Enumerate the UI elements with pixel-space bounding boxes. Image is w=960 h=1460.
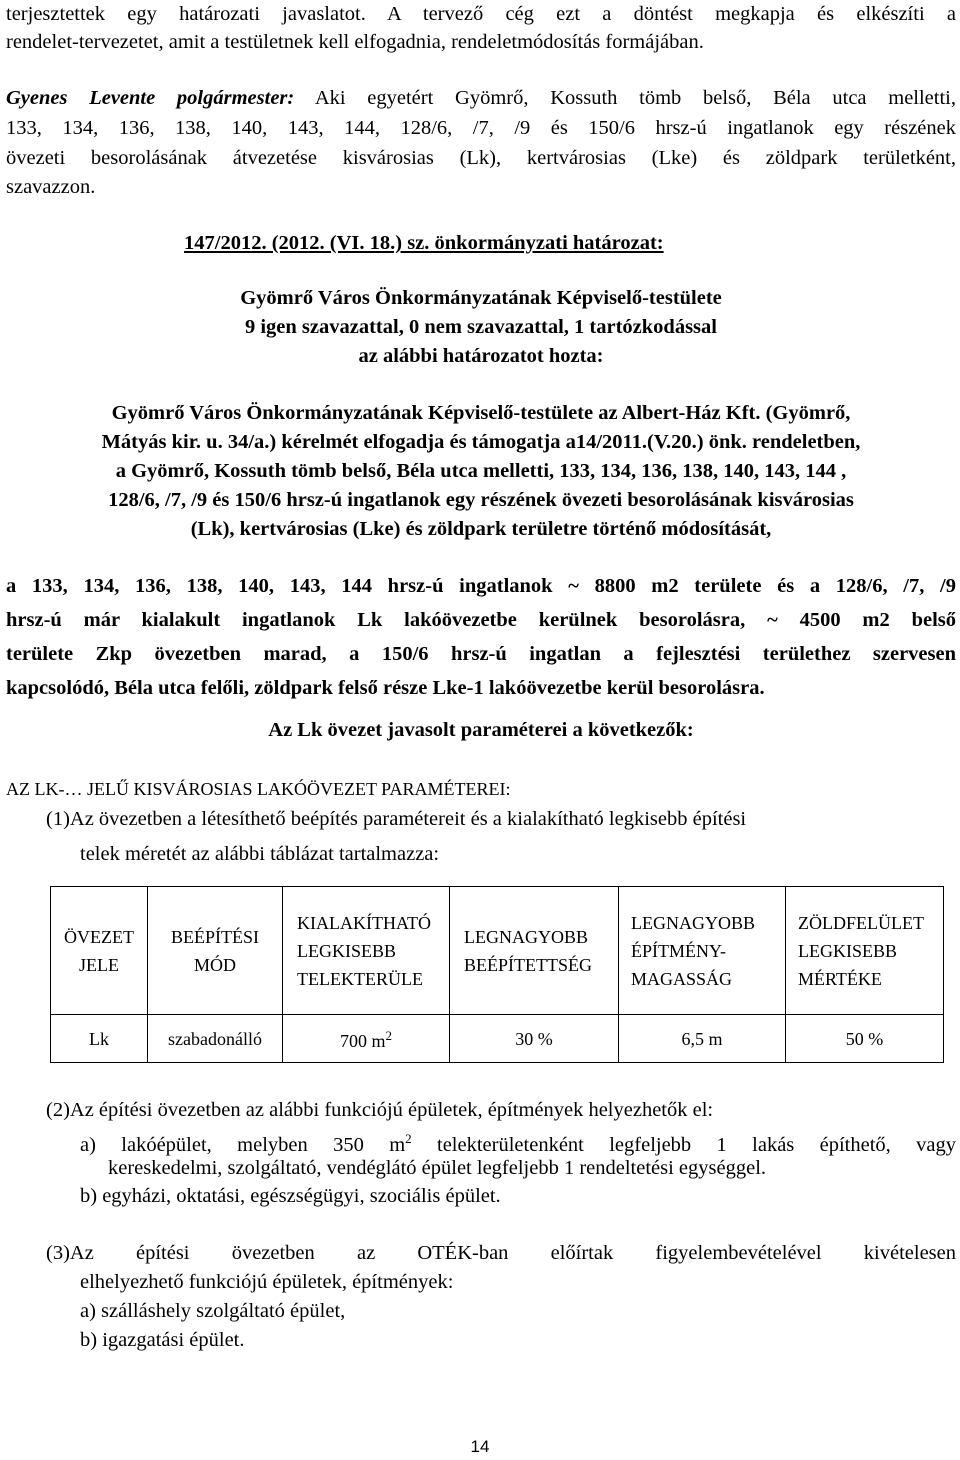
- header-height: LEGNAGYOBB ÉPÍTMÉNY-MAGASSÁG: [619, 887, 786, 1015]
- item-2a-line: kereskedelmi, szolgáltató, vendéglátó épület legfeljebb 1 rendeltetési egységgel.: [108, 1157, 767, 1179]
- plot-unit-sup: 2: [385, 1028, 392, 1043]
- decision-line: hrsz-ú már kialakult ingatlanok Lk lakóövezetbe kerülnek besorolásra, ~ 4500 m2 belső: [6, 609, 956, 631]
- item-2a-rest: telekterületenként legfeljebb 1 lakás építhető, vagy: [411, 1133, 956, 1156]
- item-2a-text: a) lakóépület, melyben 350 m: [80, 1133, 406, 1156]
- item-2a-sup: 2: [405, 1131, 412, 1146]
- item-1-line: telek méretét az alábbi táblázat tartalmazza:: [80, 843, 440, 865]
- page-number: 14: [470, 1437, 490, 1456]
- decision-line: a 133, 134, 136, 138, 140, 143, 144 hrsz-ú ingatlanok ~ 8800 m2 területe és a 128/6, /7, /9: [6, 575, 956, 597]
- decision-line: Gyömrő Város Önkormányzatának Képviselő-testülete az Albert-Ház Kft. (Gyömrő,: [111, 402, 851, 424]
- decision-line: kapcsolódó, Béla utca felőli, zöldpark felső része Lke-1 lakóövezetbe kerül besorolásra.: [6, 677, 765, 699]
- item-1-line: (1)Az övezetben a létesíthető beépítés paramétereit és a kialakítható legkisebb építési: [46, 808, 747, 830]
- item-3a-line: a) szálláshely szolgáltató épület,: [80, 1300, 346, 1322]
- resolution-number: 147/2012. (2012. (VI. 18.) sz. önkormányzati határozat:: [184, 232, 664, 254]
- item-2a-line: [80, 1127, 956, 1157]
- cell-mode: szabadonálló: [148, 1015, 283, 1063]
- paragraph-line: rendelet-tervezetet, amit a testületnek kell elfogadnia, rendeletmódosítás formájában.: [6, 31, 704, 53]
- cell-plot: [283, 1015, 450, 1063]
- decision-line: területe Zkp övezetben marad, a 150/6 hrsz-ú ingatlan a fejlesztési területhez szervesen: [6, 643, 956, 665]
- plot-value: 700 m: [339, 1031, 386, 1051]
- decision-line: Mátyás kir. u. 34/a.) kérelmét elfogadja és támogatja a14/2011.(V.20.) önk. rendeletben,: [101, 431, 861, 453]
- cell-zone: Lk: [51, 1015, 148, 1063]
- parameters-title: AZ LK-… JELŰ KISVÁROSIAS LAKÓÖVEZET PARAMÉTEREI:: [6, 779, 511, 799]
- item-3-line: elhelyezhető funkciójú épületek, építmények:: [80, 1271, 454, 1293]
- table-row: [51, 1015, 944, 1063]
- parameters-table: [50, 886, 944, 1063]
- resolution-body: Gyömrő Város Önkormányzatának Képviselő-testülete: [240, 287, 722, 309]
- paragraph-line: terjesztettek egy határozati javaslatot. A tervező cég ezt a döntést megkapja és elkészíti a: [6, 3, 956, 25]
- lk-heading: Az Lk övezet javasolt paraméterei a következők:: [268, 719, 694, 741]
- header-green: ZÖLDFELÜLET LEGKISEBB MÉRTÉKE: [786, 887, 944, 1015]
- decision-line: a Gyömrő, Kossuth tömb belső, Béla utca melletti, 133, 134, 136, 138, 140, 143, 144 ,: [115, 460, 847, 482]
- item-2-line: (2)Az építési övezetben az alábbi funkciójú épületek, építmények helyezhetők el:: [46, 1099, 714, 1121]
- resolution-body: 9 igen szavazattal, 0 nem szavazattal, 1 tartózkodással: [244, 316, 717, 338]
- header-zone: ÖVEZET JELE: [51, 887, 148, 1015]
- mayor-statement-line: [6, 86, 956, 110]
- paragraph-line: övezeti besorolásának átvezetése kisvárosias (Lk), kertvárosias (Lke) és zöldpark területként,: [6, 147, 956, 169]
- cell-height: 6,5 m: [619, 1015, 786, 1063]
- speaker-name: Gyenes Levente polgármester:: [6, 87, 295, 109]
- decision-line: (Lk), kertvárosias (Lke) és zöldpark területre történő módosítását,: [190, 518, 772, 540]
- cell-coverage: 30 %: [450, 1015, 619, 1063]
- header-coverage: LEGNAGYOBB BEÉPÍTETTSÉG: [450, 887, 619, 1015]
- statement-text: Aki egyetért Gyömrő, Kossuth tömb belső, Béla utca melletti,: [294, 87, 956, 109]
- decision-line: 128/6, /7, /9 és 150/6 hrsz-ú ingatlanok egy részének övezeti besorolásának kisvárosias: [108, 489, 854, 511]
- table-header-row: [51, 887, 944, 1015]
- cell-green: 50 %: [786, 1015, 944, 1063]
- item-3-line: (3)Az építési övezetben az OTÉK-ban előírtak figyelembevételével kivételesen: [46, 1242, 956, 1264]
- resolution-body: az alábbi határozatot hozta:: [358, 345, 604, 367]
- paragraph-line: 133, 134, 136, 138, 140, 143, 144, 128/6, /7, /9 és 150/6 hrsz-ú ingatlanok egy részének: [6, 117, 956, 139]
- header-plot: KIALAKÍTHATÓ LEGKISEBB TELEKTERÜLE: [283, 887, 450, 1015]
- header-mode: BEÉPÍTÉSI MÓD: [148, 887, 283, 1015]
- item-3b-line: b) igazgatási épület.: [80, 1329, 245, 1351]
- item-2b-line: b) egyházi, oktatási, egészségügyi, szociális épület.: [80, 1185, 501, 1207]
- paragraph-line: szavazzon.: [6, 176, 96, 198]
